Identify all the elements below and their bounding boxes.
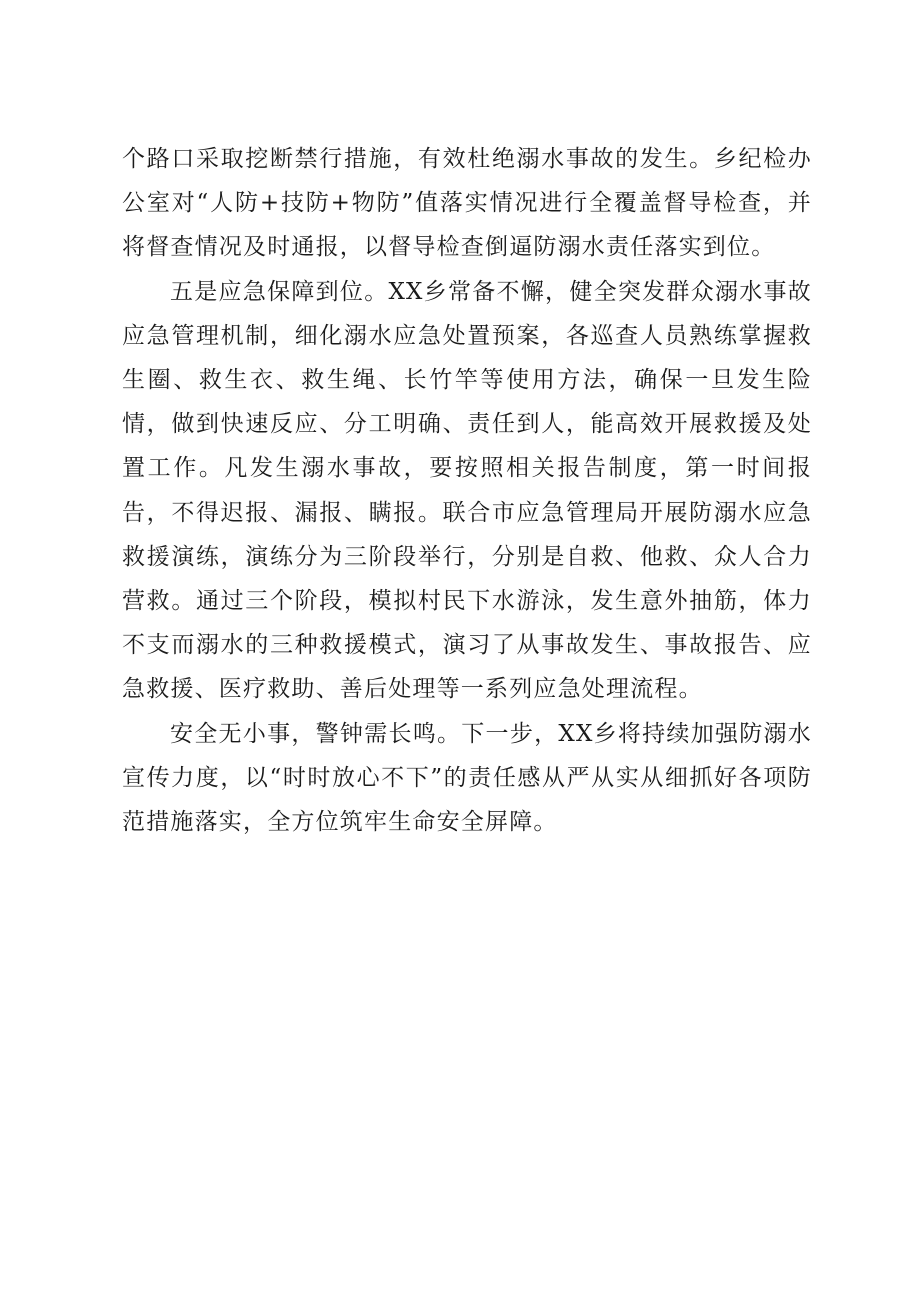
paragraph-inspection: 个路口采取挖断禁行措施，有效杜绝溺水事故的发生。乡纪检办公室对“人防+技防+物防”值落实情况进行全覆盖督导检查，并将督查情况及时通报，以督导检查倒逼防溺水责任落实到位。	[122, 146, 812, 261]
document-body	[122, 137, 812, 844]
paragraph-conclusion: 安全无小事，警钟需长鸣。下一步，XX乡将持续加强防溺水宣传力度，以“时时放心不下”的责任感从严从实从细抓好各项防范措施落实，全方位筑牢生命安全屏障。	[122, 720, 812, 836]
paragraph-emergency-support: 五是应急保障到位。XX乡常备不懈，健全突发群众溺水事故应急管理机制，细化溺水应急处置预案，各巡查人员熟练掌握救生圈、救生衣、救生绳、长竹竿等使用方法，确保一旦发生险情，做到快速反应、分工明确、责任到人，能高效开展救援及处置工作。凡发生溺水事故，要按照相关报告制度，第一时间报告，不得迟报、漏报、瞒报。联合市应急管理局开展防溺水应急救援演练，演练分为三阶段举行，分别是自救、他救、众人合力营救。通过三个阶段，模拟村民下水游泳，发生意外抽筋，体力不支而溺水的三种救援模式，演习了从事故发生、事故报告、应急救援、医疗救助、善后处理等一系列应急处理流程。	[122, 278, 812, 703]
